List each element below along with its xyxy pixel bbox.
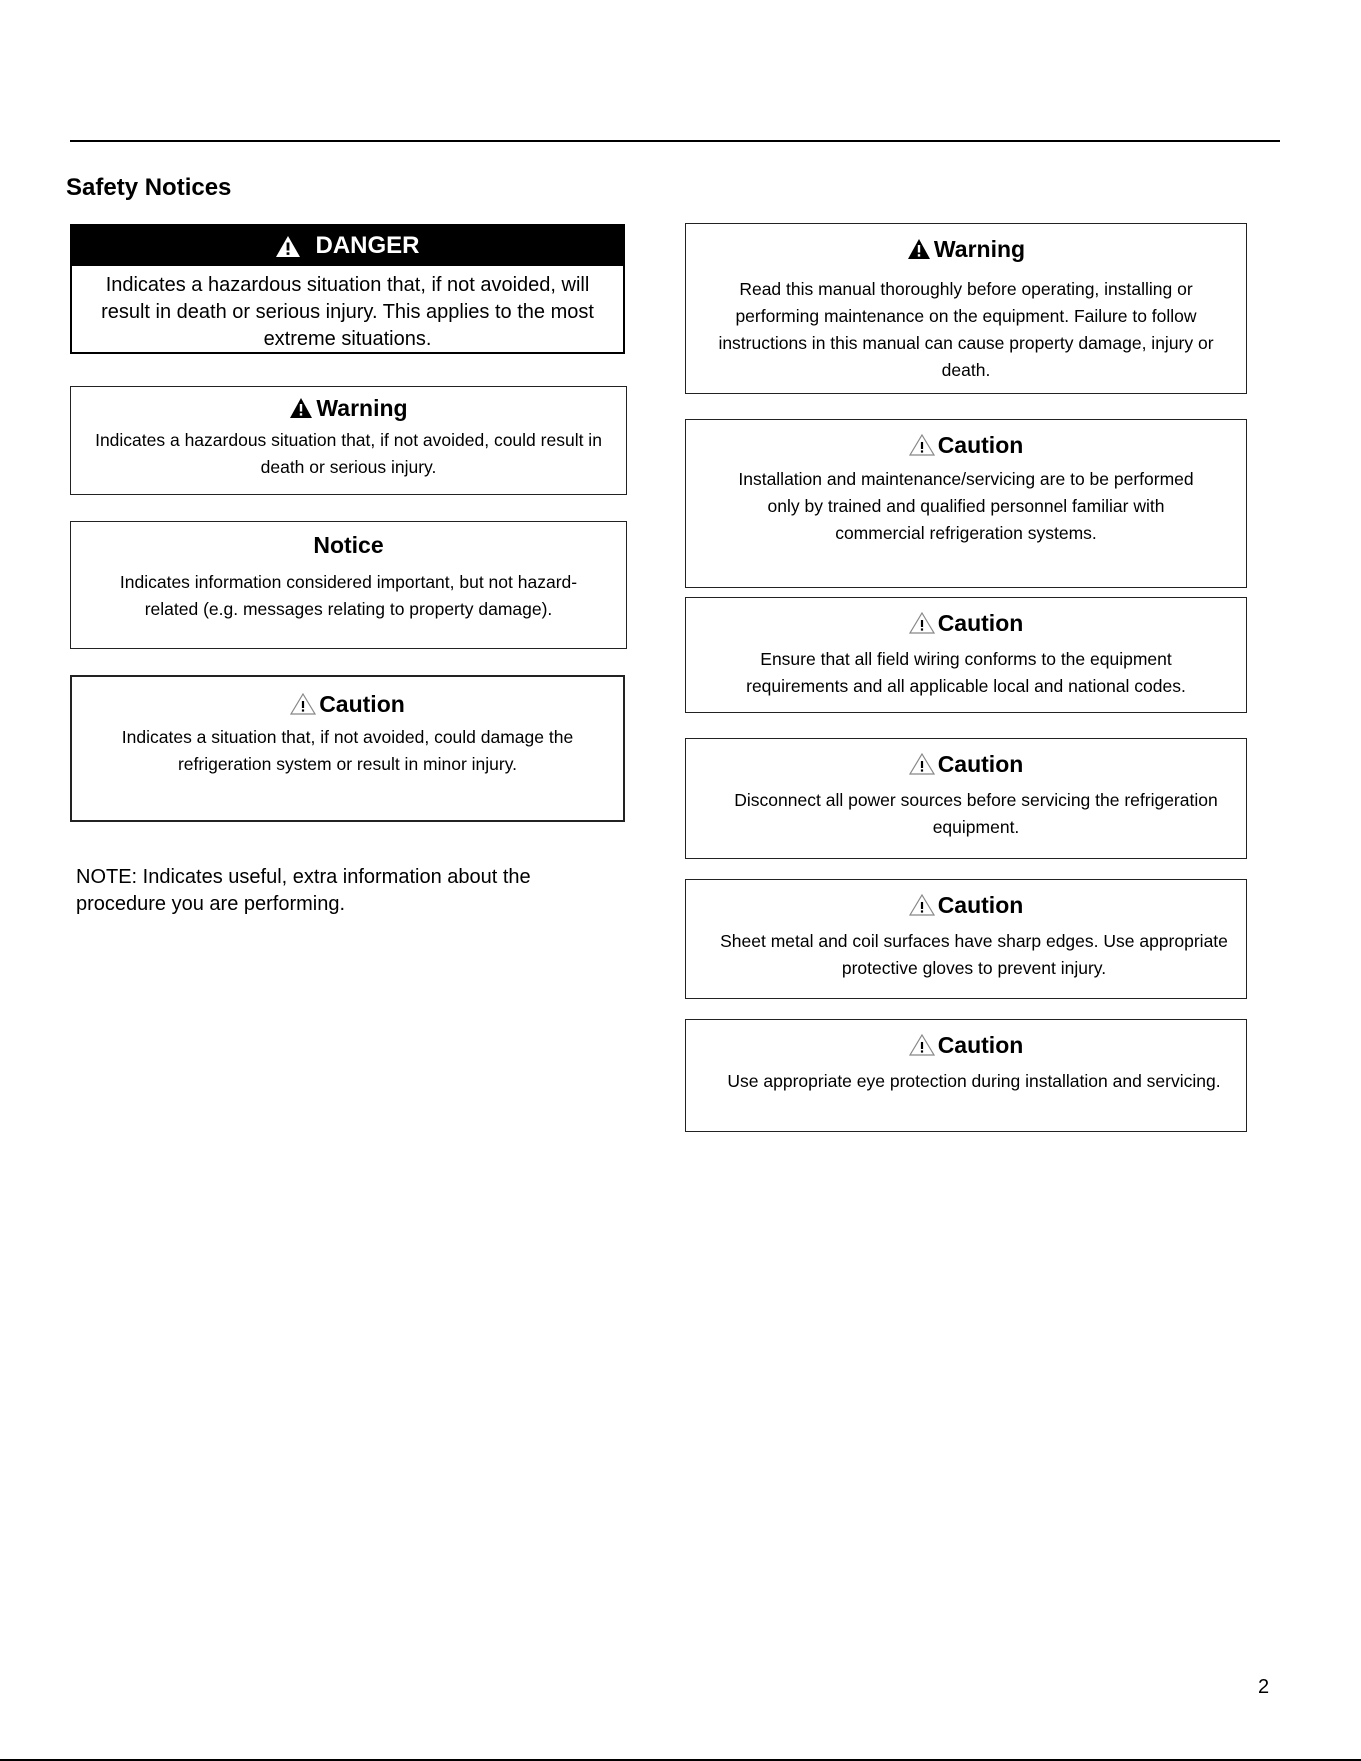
caution-text: Installation and maintenance/servicing are to be performed only by trained and qualified personnel familiar with commercial refrigeration systems. xyxy=(738,469,1194,543)
warning-triangle-icon xyxy=(289,397,313,419)
danger-heading: DANGER xyxy=(315,232,420,259)
caution-heading: Caution xyxy=(937,1031,1024,1058)
page-number: 2 xyxy=(1258,1676,1270,1698)
warning-heading: Warning xyxy=(316,394,408,421)
caution-triangle-icon xyxy=(909,1034,935,1056)
caution-text: Disconnect all power sources before servicing the refrigeration equipment. xyxy=(734,790,1218,837)
notice-box xyxy=(70,521,627,649)
caution-heading: Caution xyxy=(937,431,1024,458)
caution-text: Ensure that all field wiring conforms to the equipment requirements and all applicable local and national codes. xyxy=(746,649,1186,696)
caution-triangle-icon xyxy=(909,753,935,775)
warning-triangle-icon xyxy=(907,238,931,260)
caution-notice xyxy=(70,675,625,822)
header-rule xyxy=(70,140,1280,142)
warning-heading: Warning xyxy=(933,235,1026,262)
warning-manual-notice xyxy=(685,223,1247,394)
notice-heading: Notice xyxy=(313,531,384,558)
caution-heading: Caution xyxy=(937,750,1024,777)
caution-triangle-icon xyxy=(909,894,935,916)
caution-text: Use appropriate eye protection during installation and servicing. xyxy=(727,1071,1221,1091)
notice-header xyxy=(71,528,626,562)
caution-header xyxy=(686,606,1246,640)
caution-header xyxy=(72,687,623,721)
caution-text: Indicates a situation that, if not avoided, could damage the refrigeration system or result in minor injury. xyxy=(121,727,574,774)
warning-header xyxy=(71,391,626,425)
caution-sharp-edges-notice xyxy=(685,879,1247,999)
caution-power-notice xyxy=(685,738,1247,859)
caution-header xyxy=(686,747,1246,781)
danger-text: Indicates a hazardous situation that, if not avoided, will result in death or serious injury. This applies to the most extreme situations. xyxy=(101,274,594,350)
caution-eye-protection-notice xyxy=(685,1019,1247,1132)
warning-text: Indicates a hazardous situation that, if not avoided, could result in death or serious injury. xyxy=(95,430,602,477)
caution-triangle-icon xyxy=(909,612,935,634)
warning-header xyxy=(686,232,1246,266)
note-text: NOTE: Indicates useful, extra information about the procedure you are performing. xyxy=(76,866,531,915)
caution-header xyxy=(686,428,1246,462)
danger-notice xyxy=(70,224,625,354)
caution-heading: Caution xyxy=(937,891,1024,918)
caution-personnel-notice xyxy=(685,419,1247,588)
caution-header xyxy=(686,888,1246,922)
page-title: Safety Notices xyxy=(66,174,232,201)
danger-header xyxy=(72,226,623,266)
warning-triangle-icon xyxy=(275,235,301,258)
caution-heading: Caution xyxy=(937,609,1024,636)
warning-text: Read this manual thoroughly before operating, installing or performing maintenance on the equipment. Failure to follow instructions in this manual can cause property damage, injury or death. xyxy=(718,279,1214,380)
caution-triangle-icon xyxy=(290,693,316,715)
caution-header xyxy=(686,1028,1246,1062)
caution-triangle-icon xyxy=(909,434,935,456)
caution-heading: Caution xyxy=(319,690,405,717)
caution-wiring-notice xyxy=(685,597,1247,713)
notice-text: Indicates information considered important, but not hazard-related (e.g. messages relating to property damage). xyxy=(119,572,578,619)
caution-text: Sheet metal and coil surfaces have sharp edges. Use appropriate protective gloves to prevent injury. xyxy=(720,931,1228,978)
warning-notice xyxy=(70,386,627,495)
